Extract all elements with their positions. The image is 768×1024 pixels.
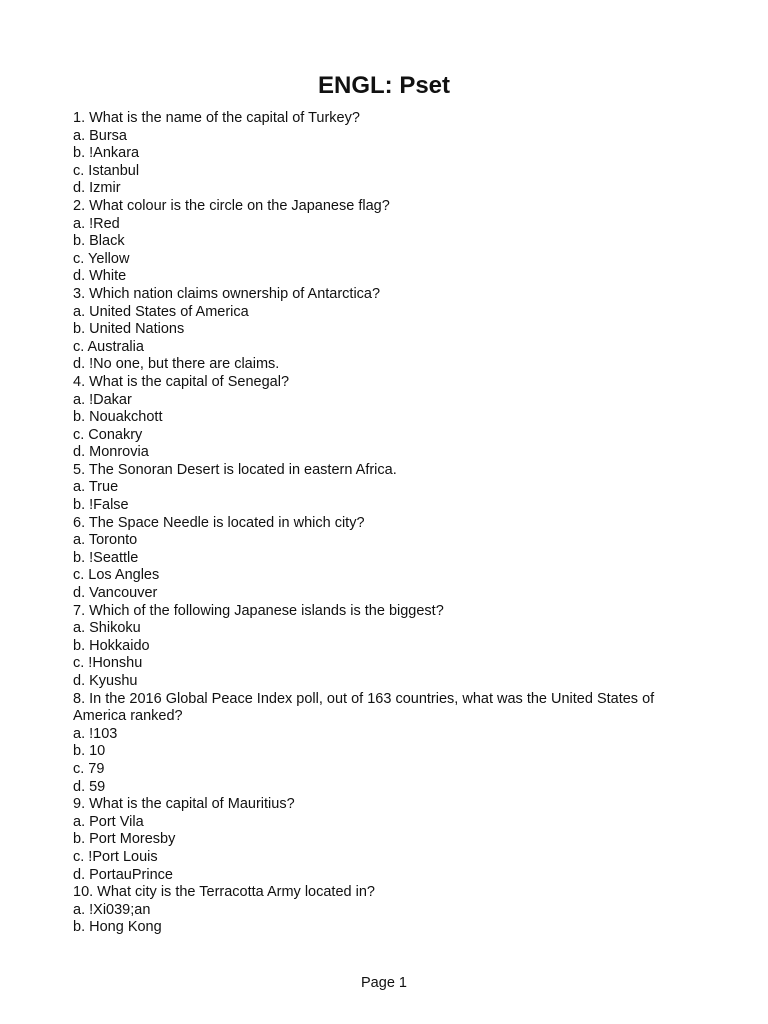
- question-text: 8. In the 2016 Global Peace Index poll, out of 163 countries, what was the United States of America ranked?: [73, 690, 655, 725]
- answer-option: d. Kyushu: [73, 673, 138, 689]
- question-item: [73, 374, 703, 462]
- answer-option: b. !Ankara: [73, 145, 140, 162]
- question-text: 2. What colour is the circle on the Japanese flag?: [73, 197, 390, 214]
- answer-option: b. Nouakchott: [73, 409, 163, 426]
- answer-option: c. Yellow: [73, 250, 130, 267]
- question-item: [73, 286, 703, 374]
- answer-option: d. Vancouver: [73, 585, 158, 602]
- answer-option: d. PortauPrince: [73, 866, 173, 883]
- answer-option: d. Izmir: [73, 180, 121, 197]
- answer-option: c. Conakry: [73, 426, 143, 443]
- question-text: 5. The Sonoran Desert is located in eastern Africa.: [73, 461, 397, 478]
- question-item: [73, 515, 703, 603]
- answer-option: a. !Dakar: [73, 391, 132, 408]
- question-list: [73, 110, 703, 937]
- answer-option: a. !Xi039;an: [73, 901, 151, 918]
- answer-option: d. Monrovia: [73, 444, 149, 461]
- answer-option: a. Bursa: [73, 127, 127, 144]
- question-text: 6. The Space Needle is located in which city?: [73, 514, 365, 531]
- question-item: [73, 603, 703, 691]
- answer-option: c. Australia: [73, 338, 144, 355]
- answer-option: b. Hong Kong: [73, 919, 162, 936]
- answer-option: a. United States of America: [73, 303, 249, 320]
- question-text: 4. What is the capital of Senegal?: [73, 373, 290, 390]
- question-item: [73, 198, 703, 286]
- question-item: [73, 691, 703, 797]
- answer-option: b. United Nations: [73, 321, 185, 338]
- page-title: ENGL: Pset: [317, 72, 451, 99]
- answer-option: a. Shikoku: [73, 620, 141, 637]
- answer-option: a. !Red: [73, 215, 120, 232]
- answer-option: d. 59: [73, 778, 106, 795]
- question-text: 9. What is the capital of Mauritius?: [73, 796, 295, 813]
- answer-option: a. Port Vila: [73, 813, 144, 830]
- answer-option: b. !Seattle: [73, 549, 139, 566]
- question-item: [73, 110, 703, 198]
- answer-option: b. Hokkaido: [73, 637, 150, 654]
- page-number: Page 1: [361, 975, 407, 991]
- answer-option: b. Black: [73, 233, 125, 250]
- answer-option: a. !103: [73, 725, 118, 742]
- answer-option: b. !False: [73, 497, 129, 514]
- answer-option: a. True: [73, 479, 119, 496]
- question-text: 7. Which of the following Japanese islands is the biggest?: [73, 602, 444, 619]
- answer-option: c. 79: [73, 760, 105, 777]
- answer-option: c. !Port Louis: [73, 848, 158, 865]
- answer-option: a. Toronto: [73, 532, 138, 549]
- question-text: 1. What is the name of the capital of Turkey?: [73, 110, 360, 126]
- question-item: [73, 462, 703, 515]
- question-item: [73, 884, 703, 937]
- answer-option: b. 10: [73, 743, 106, 760]
- question-text: 3. Which nation claims ownership of Antarctica?: [73, 285, 381, 302]
- answer-option: c. !Honshu: [73, 655, 143, 672]
- answer-option: c. Los Angles: [73, 567, 160, 584]
- answer-option: c. Istanbul: [73, 162, 140, 179]
- answer-option: b. Port Moresby: [73, 831, 176, 848]
- question-text: 10. What city is the Terracotta Army located in?: [73, 884, 375, 901]
- question-item: [73, 796, 703, 884]
- answer-option: d. White: [73, 268, 127, 285]
- answer-option: d. !No one, but there are claims.: [73, 356, 280, 373]
